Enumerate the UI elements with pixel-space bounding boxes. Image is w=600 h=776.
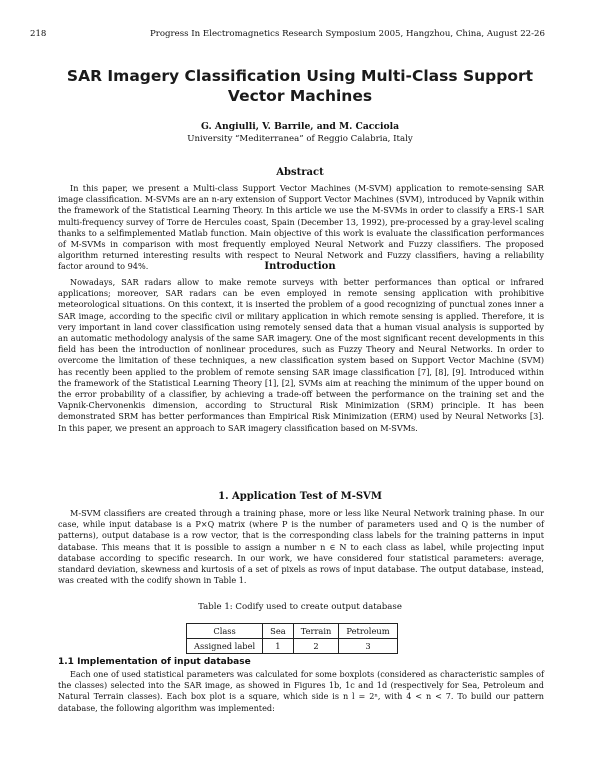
subsection-1-1-heading: 1.1 Implementation of input database (58, 657, 251, 667)
abstract-heading: Abstract (276, 167, 324, 178)
table-cell: Class (187, 624, 263, 639)
section-1-text: M-SVM classifiers are created through a training phase, more or less like Neural Network training phase. In our case, while input database is a P×Q matrix (where P is the number of parameters used and Q is the number of patterns), output database is a row vector, that is the corresponding class labels for the training patterns in input database. This means that it is possible to assign a number n ∈ N to each class as label, while projecting input database according to specific research. In our work, we have considered four statistical parameters: average, standard deviation, skewness and kurtosis of a set of pixels as rows of input database. The output database, instead, was created with the codify shown in Table 1. (58, 508, 544, 586)
affiliation: University “Mediterranea” of Reggio Calabria, Italy (187, 134, 413, 144)
table-1-caption: Table 1: Codify used to create output database (198, 602, 402, 612)
table-row (187, 639, 398, 654)
running-head (30, 29, 545, 43)
page-number: 218 (30, 29, 47, 39)
abstract-text: In this paper, we present a Multi-class Support Vector Machines (M-SVM) application to remote-sensing SAR image classification. M-SVMs are an n-ary extension of Support Vector Machines (SVM), introduced by Vapnik within the framework of the Statistical Learning Theory. In this article we use the M-SVMs in order to classify a ERS-1 SAR multi-frequency survey of Torre de Hercules coast, Spain (December 13, 1992), pre-processed by a gray-level scaling thanks to a selfimplemented Matlab function. Main objective of this work is evaluate the classification performances of M-SVMs in comparison with most frequently employed Neural Network and Fuzzy classifiers. The proposed algorithm returned interesting results with respect to Neural Network and Fuzzy classifiers, having a reliability factor around to 94%. (58, 183, 544, 272)
subsection-1-1-text: Each one of used statistical parameters was calculated for some boxplots (considered as characteristic samples of the classes) selected into the SAR image, as showed in Figures 1b, 1c and 1d (respectively for Sea, Petroleum and Natural Terrain classes). Each box plot is a square, which side is n l = 2ⁿ, with 4 < n < 7. To build our pattern database, the following algorithm was implemented: (58, 669, 544, 713)
introduction-heading: Introduction (264, 261, 336, 272)
table-cell: 3 (339, 639, 397, 654)
authors: G. Angiulli, V. Barrile, and M. Cacciola (200, 121, 400, 132)
table-cell: 1 (263, 639, 294, 654)
introduction-text: Nowadays, SAR radars allow to make remote surveys with better performances than optical or infrared applications; moreover, SAR radars can be even employed in remote sensing application with prohibitive meteorological situations. On this context, it is inserted the problem of a good recognizing of punctual zones inner a SAR image, according to the specific civil or military application in which remote sensing is applied. Therefore, it is very important in land cover classification using remotely sensed data that a human visual analysis is supported by an automatic methodology analysis of the same SAR imagery. One of the most significant recent developments in this field has been the introduction of nonlinear procedures, such as Fuzzy Theory and Neural Networks. In order to overcome the limitation of these techniques, a new classification system based on Support Vector Machine (SVM) has recently been applied to the problem of remote sensing SAR image classification [7], [8], [9]. Introduced within the framework of the Statistical Learning Theory [1], [2], SVMs aim at reaching the minimum of the upper bound on the error probability of a classifier, by achieving a trade-off between the performance on the training set and the Vapnik-Chervonenkis dimension, according to Structural Risk Minimization (SRM) principle. It has been demonstrated SRM has better performances than Empirical Risk Minimization (ERM) used by Neural Networks [3]. In this paper, we present an approach to SAR imagery classification based on M-SVMs. (58, 277, 544, 433)
table-cell: 2 (293, 639, 339, 654)
table-cell: Assigned label (187, 639, 263, 654)
paper-title: SAR Imagery Classification Using Multi-Class Support Vector Machines (66, 67, 534, 105)
conference-title: Progress In Electromagnetics Research Symposium 2005, Hangzhou, China, August 22-26 (149, 29, 545, 39)
section-1-heading: 1. Application Test of M-SVM (218, 491, 382, 502)
table-cell: Petroleum (339, 624, 397, 639)
table-cell: Terrain (293, 624, 339, 639)
table-cell: Sea (263, 624, 294, 639)
table-header-row (187, 624, 398, 639)
table-1 (186, 623, 398, 654)
